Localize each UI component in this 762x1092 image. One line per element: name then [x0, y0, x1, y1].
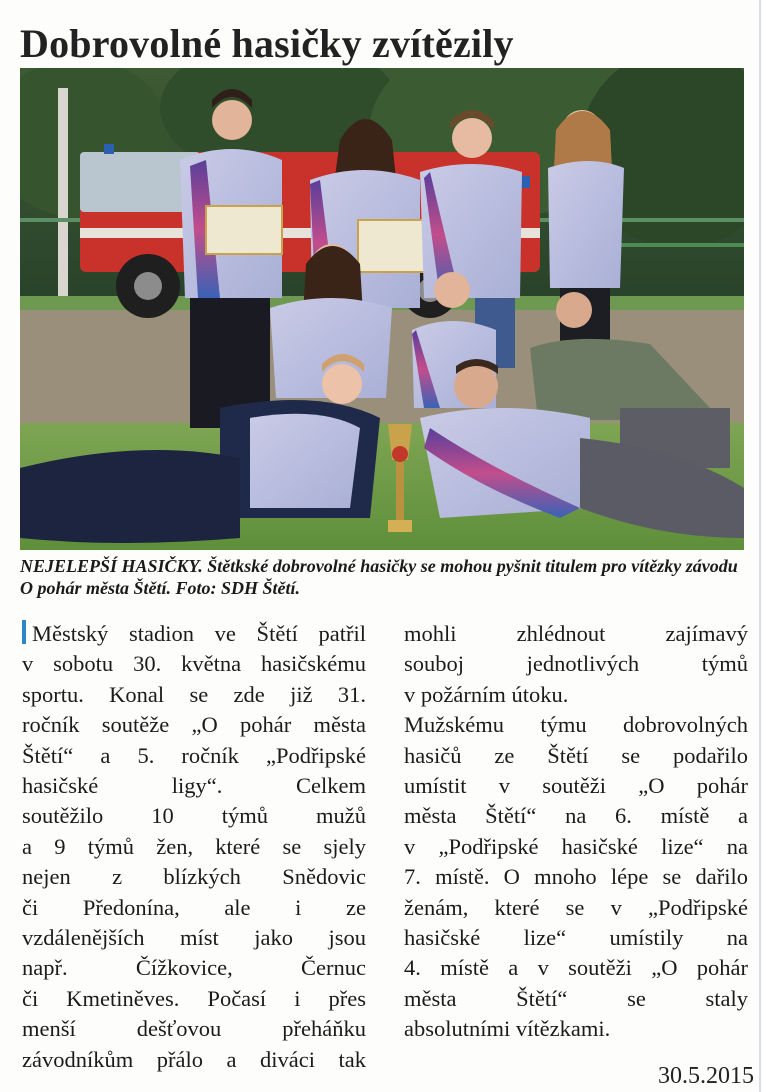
text-line: města Štětí“ se staly — [404, 985, 748, 1011]
text-line: umístit v soutěži „O pohár — [404, 773, 748, 799]
text-line — [22, 619, 366, 649]
text-line: menší dešťovou přeháňku — [22, 1016, 366, 1042]
text-line: mohli zhlédnout zajímavý — [404, 621, 748, 646]
page-edge-rule — [759, 0, 761, 1092]
text-line: 4. místě a v soutěži „O pohár — [404, 955, 748, 981]
text-line: např. Čížkovice, Černuc — [22, 955, 366, 981]
text-line: a 9 týmů žen, které se sjely — [22, 833, 366, 859]
text-line-content: Městský stadion ve Štětí patřil — [32, 621, 366, 646]
text-line: v požárním útoku. — [404, 681, 569, 707]
text-line: v „Podřipské hasičské lize“ na — [404, 833, 748, 859]
text-line: soutěžilo 10 týmů mužů — [22, 803, 366, 829]
team-photo — [20, 68, 744, 550]
publication-date: 30.5.2015 — [658, 1063, 754, 1089]
text-line: v sobotu 30. května hasičskému — [22, 651, 366, 677]
text-line: hasičské ligy“. Celkem — [22, 773, 366, 799]
text-line: Mužskému týmu dobrovolných — [404, 712, 748, 738]
text-line: ženám, které se v „Podřipské — [404, 894, 748, 920]
article-headline: Dobrovolné hasičky zvítězily — [20, 21, 514, 66]
paragraph-marker-icon — [22, 620, 26, 644]
text-line: města Štětí“ na 6. místě a — [404, 803, 748, 829]
text-line: hasičů ze Štětí se podařilo — [404, 742, 748, 768]
text-line: závodníkům přálo a diváci tak — [22, 1046, 366, 1072]
text-line: absolutními vítězkami. — [404, 1016, 611, 1042]
article-column-right — [404, 619, 748, 1045]
photo-caption: NEJELEPŠÍ HASIČKY. Štětkské dobrovolné hasičky se mohou pyšnit titulem pro vítězky závodu O pohár města Štětí. Foto: SDH Štětí. — [20, 556, 738, 598]
text-line: či Kmetiněves. Počasí i přes — [22, 985, 366, 1011]
text-line: či Předonína, ale i ze — [22, 894, 366, 920]
text-line: souboj jednotlivých týmů — [404, 651, 748, 677]
article-column-left — [22, 619, 366, 1075]
text-line: hasičské lize“ umístily na — [404, 925, 748, 951]
text-line: 7. místě. O mnoho lépe se dařilo — [404, 864, 748, 890]
text-line: vzdálenějších míst jako jsou — [22, 925, 366, 951]
text-line: nejen z blízkých Snědovic — [22, 864, 366, 890]
text-line: sportu. Konal se zde již 31. — [22, 681, 366, 707]
text-line: ročník soutěže „O pohár města — [22, 712, 366, 738]
text-line: Štětí“ a 5. ročník „Podřipské — [22, 742, 366, 768]
